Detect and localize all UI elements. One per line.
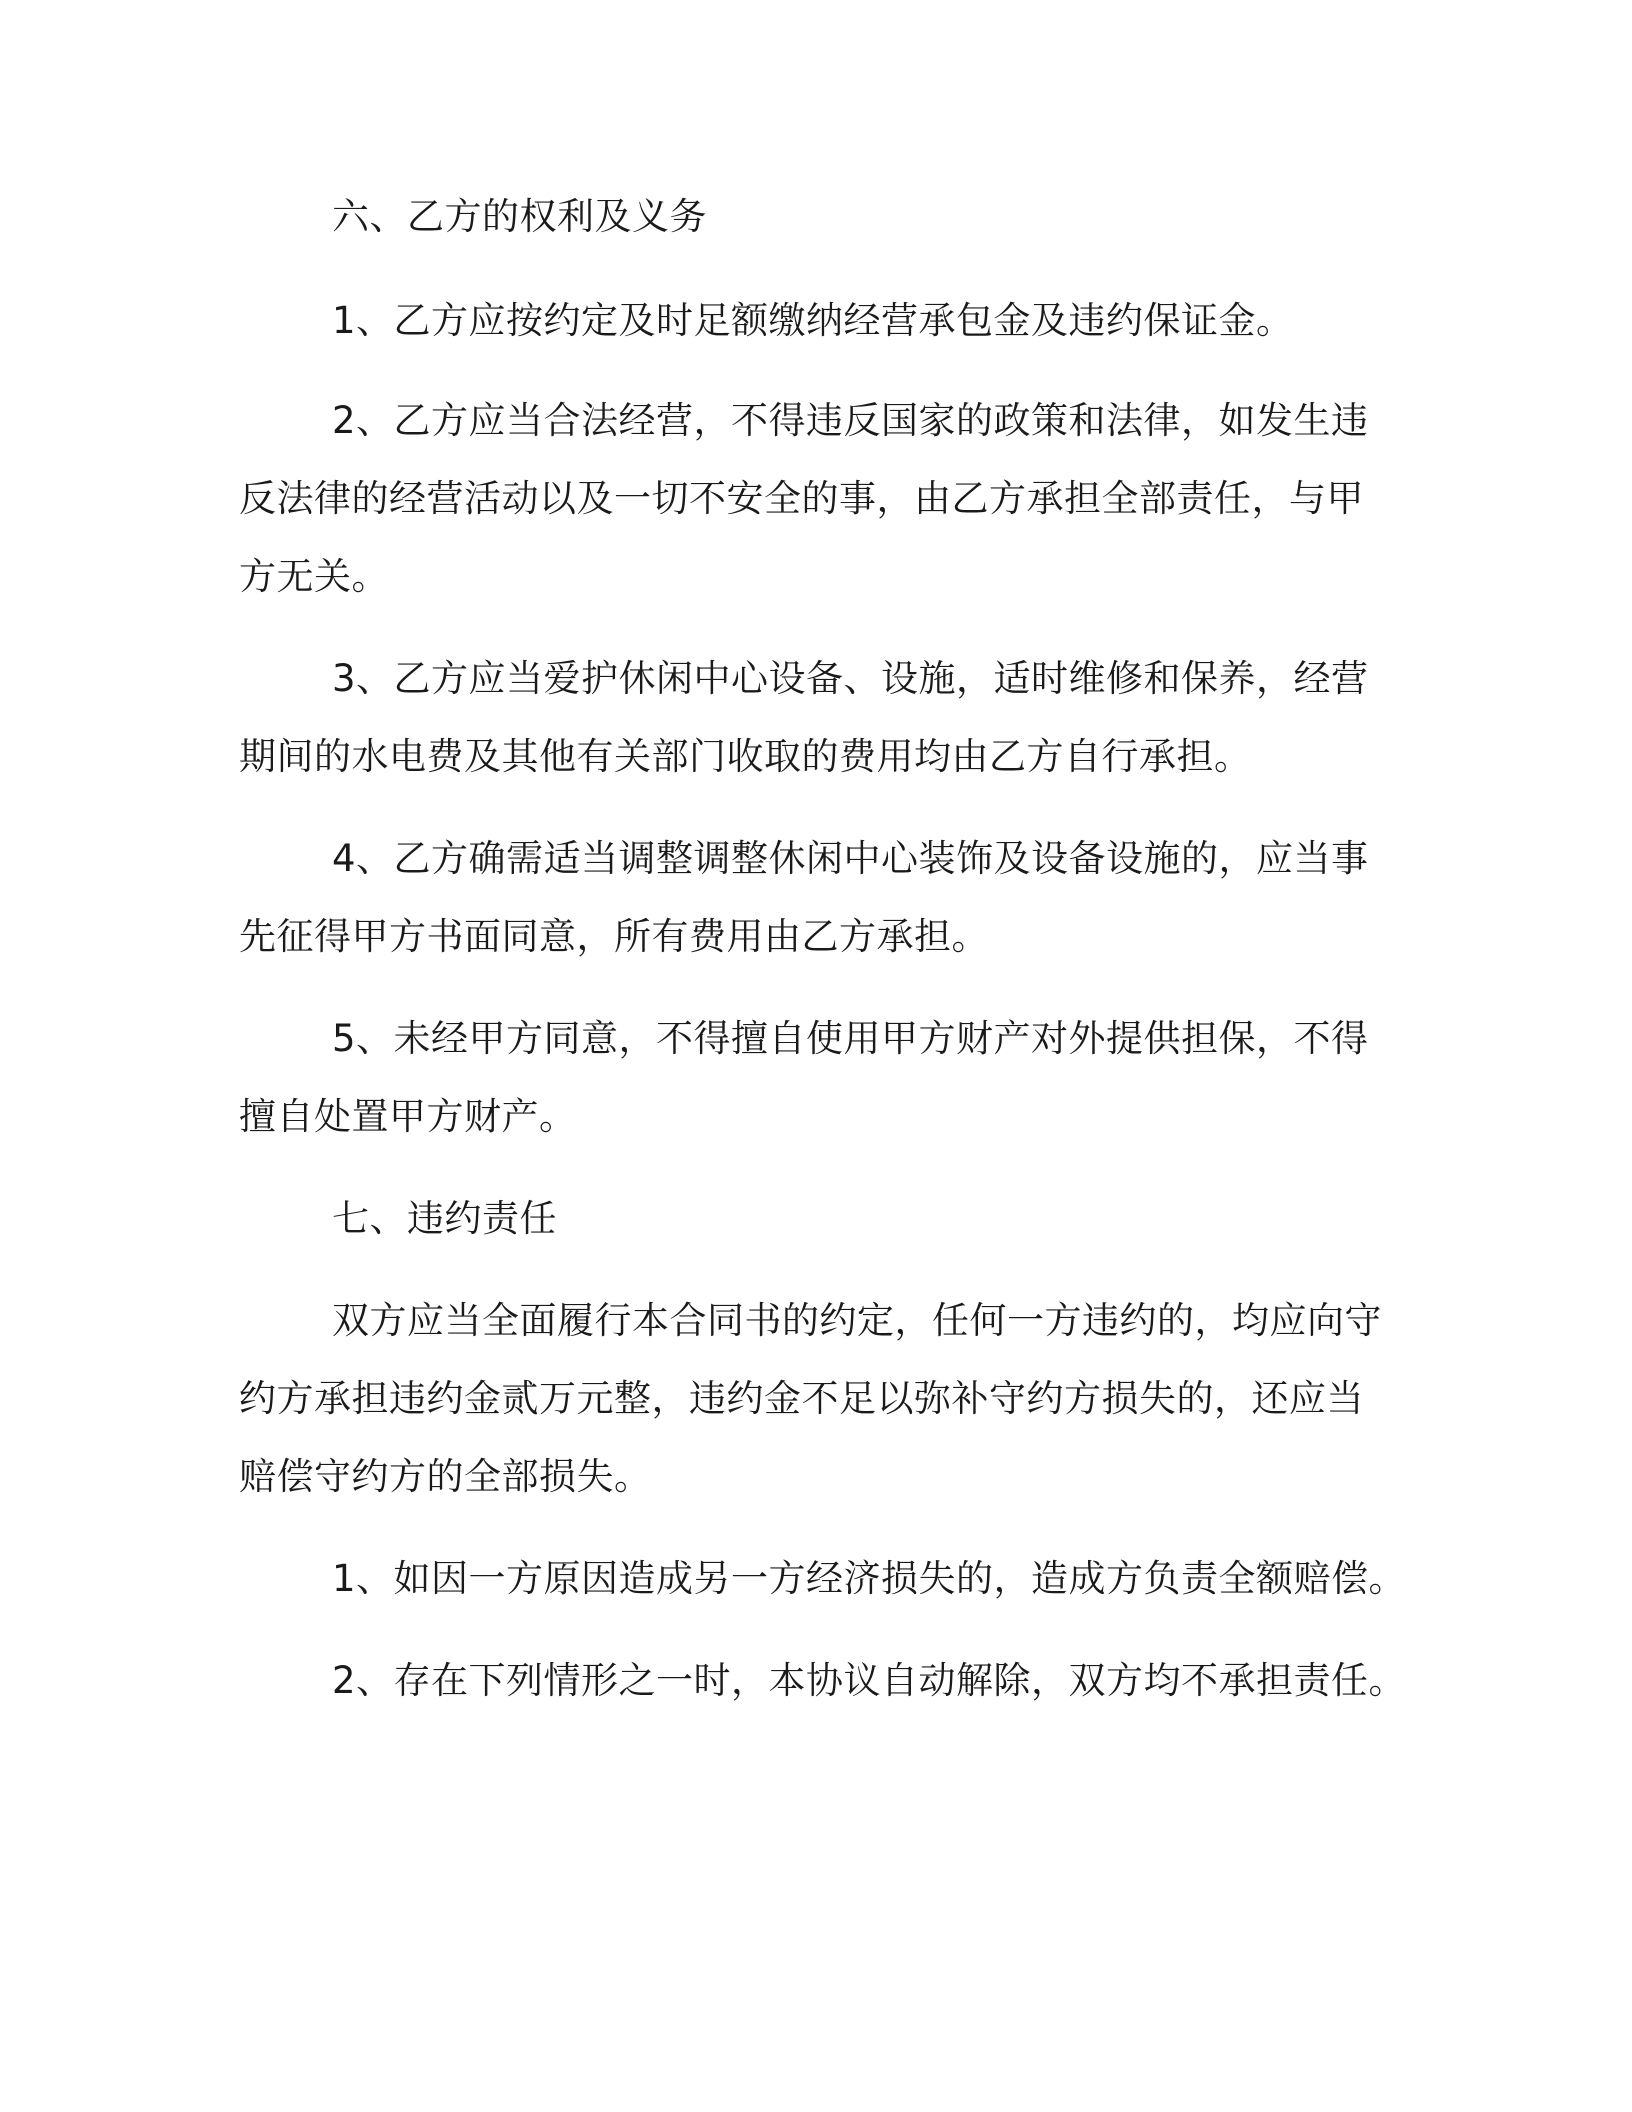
clause-line: 方无关。 — [239, 555, 389, 598]
section-heading-breach-liability: 七、违约责任 — [332, 1197, 557, 1240]
clause-line: 擅自处置甲方财产。 — [239, 1095, 577, 1138]
section-heading-rights-obligations: 六、乙方的权利及义务 — [332, 195, 707, 238]
clause-line: 先征得甲方书面同意，所有费用由乙方承担。 — [239, 915, 989, 958]
clause-line: 4、乙方确需适当调整调整休闲中心装饰及设备设施的，应当事 — [332, 837, 1369, 880]
clause-line: 5、未经甲方同意，不得擅自使用甲方财产对外提供担保，不得 — [332, 1017, 1369, 1060]
clause-line: 3、乙方应当爱护休闲中心设备、设施，适时维修和保养，经营 — [332, 657, 1369, 700]
clause-line: 反法律的经营活动以及一切不安全的事，由乙方承担全部责任，与甲 — [239, 477, 1364, 520]
clause-line: 2、存在下列情形之一时，本协议自动解除，双方均不承担责任。 — [332, 1659, 1407, 1702]
clause-line: 1、乙方应按约定及时足额缴纳经营承包金及违约保证金。 — [332, 299, 1294, 342]
clause-line: 双方应当全面履行本合同书的约定，任何一方违约的，均应向守 — [332, 1299, 1382, 1342]
clause-line: 1、如因一方原因造成另一方经济损失的，造成方负责全额赔偿。 — [332, 1557, 1407, 1600]
clause-line: 期间的水电费及其他有关部门收取的费用均由乙方自行承担。 — [239, 735, 1252, 778]
clause-line: 约方承担违约金贰万元整，违约金不足以弥补守约方损失的，还应当 — [239, 1377, 1364, 1420]
clause-line: 2、乙方应当合法经营，不得违反国家的政策和法律，如发生违 — [332, 399, 1369, 442]
clause-line: 赔偿守约方的全部损失。 — [239, 1455, 652, 1498]
